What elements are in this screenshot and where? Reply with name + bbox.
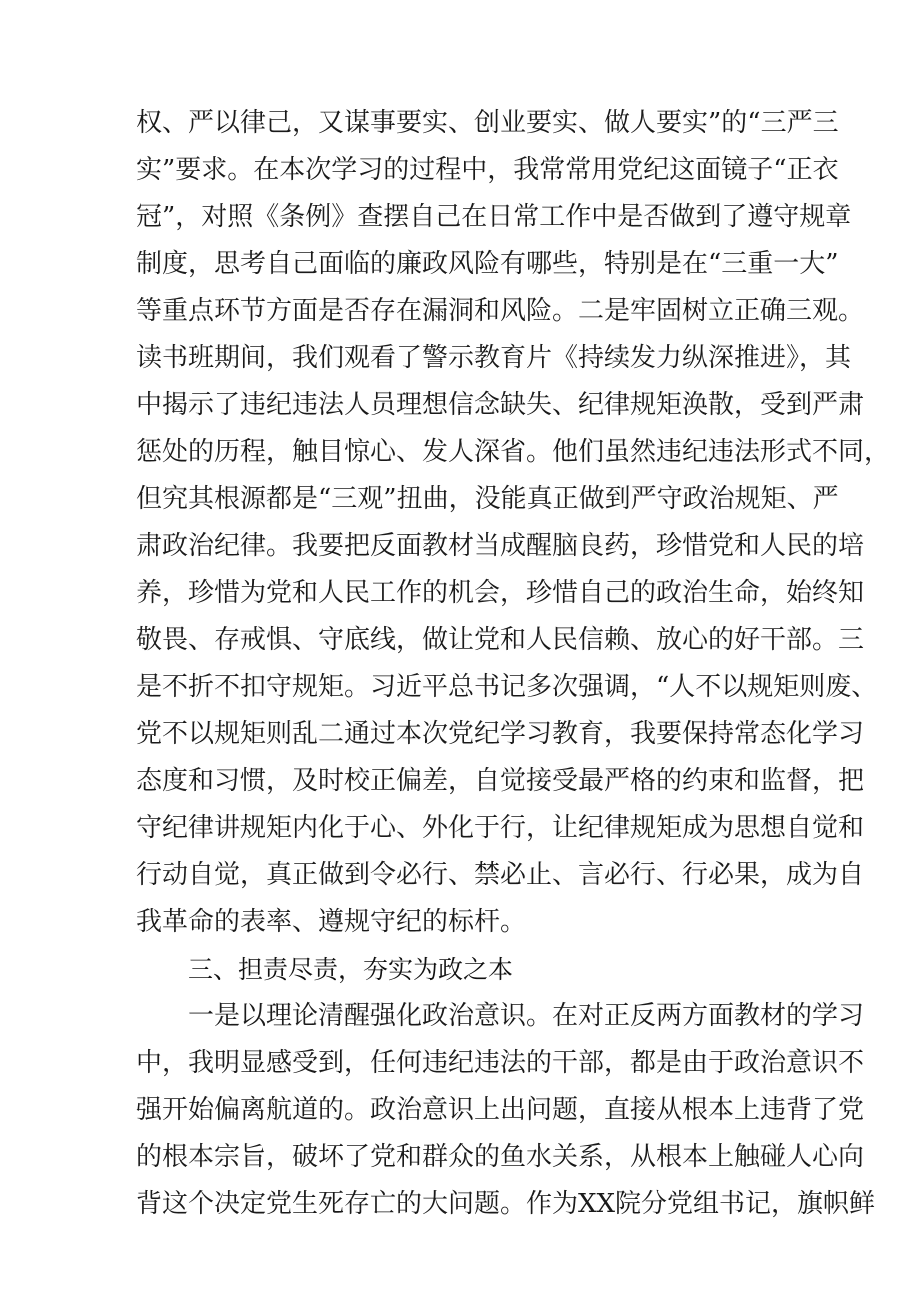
paragraph-line: 养，珍惜为党和人民工作的机会，珍惜自己的政治生命，始终知: [136, 578, 865, 608]
paragraph-line: 我革命的表率、遵规守纪的标杆。: [136, 907, 527, 937]
paragraph-line: 中，我明显感受到，任何违纪违法的干部，都是由于政治意识不: [136, 1048, 865, 1078]
paragraph-line: 守纪律讲规矩内化于心、外化于行，让纪律规矩成为思想自觉和: [136, 813, 865, 843]
paragraph-line: 一是以理论清醒强化政治意识。在对正反两方面教材的学习: [188, 1001, 865, 1031]
paragraph-line: 实”要求。在本次学习的过程中，我常常用党纪这面镜子“正衣: [136, 155, 839, 185]
paragraph-line: 制度，思考自己面临的廉政风险有哪些，特别是在“三重一大”: [136, 249, 839, 279]
paragraph-line: 惩处的历程，触目惊心、发人深省。他们虽然违纪违法形式不同，: [136, 437, 891, 467]
paragraph-line: 强开始偏离航道的。政治意识上出问题，直接从根本上违背了党: [136, 1095, 865, 1125]
paragraph-line: 的根本宗旨，破坏了党和群众的鱼水关系，从根本上触碰人心向: [136, 1142, 865, 1172]
document-body: [136, 100, 891, 1228]
section-heading: 三、担责尽责，夯实为政之本: [188, 955, 514, 984]
paragraph-line: 背这个决定党生死存亡的大问题。作为XX院分党组书记，旗帜鲜: [136, 1189, 876, 1219]
paragraph-line: 冠”，对照《条例》查摆自己在日常工作中是否做到了遵守规章: [136, 202, 852, 232]
paragraph-line: 敬畏、存戒惧、守底线，做让党和人民信赖、放心的好干部。三: [136, 625, 865, 655]
paragraph-line: 行动自觉，真正做到令必行、禁必止、言必行、行必果，成为自: [136, 860, 865, 890]
paragraph-line: 态度和习惯，及时校正偏差，自觉接受最严格的约束和监督，把: [136, 766, 865, 796]
paragraph-line: 肃政治纪律。我要把反面教材当成醒脑良药，珍惜党和人民的培: [136, 531, 865, 561]
paragraph-line: 但究其根源都是“三观”扭曲，没能真正做到严守政治规矩、严: [136, 484, 839, 514]
paragraph-line: 读书班期间，我们观看了警示教育片《持续发力纵深推进》，其: [136, 343, 852, 373]
paragraph-line: 中揭示了违纪违法人员理想信念缺失、纪律规矩涣散，受到严肃: [136, 390, 865, 420]
paragraph-line: 权、严以律己，又谋事要实、创业要实、做人要实”的“三严三: [136, 108, 839, 138]
paragraph-line: 是不折不扣守规矩。习近平总书记多次强调，“人不以规矩则废、: [136, 672, 878, 702]
paragraph-line: 等重点环节方面是否存在漏洞和风险。二是牢固树立正确三观。: [136, 296, 865, 326]
paragraph-line: 党不以规矩则乱二通过本次党纪学习教育，我要保持常态化学习: [136, 719, 865, 749]
